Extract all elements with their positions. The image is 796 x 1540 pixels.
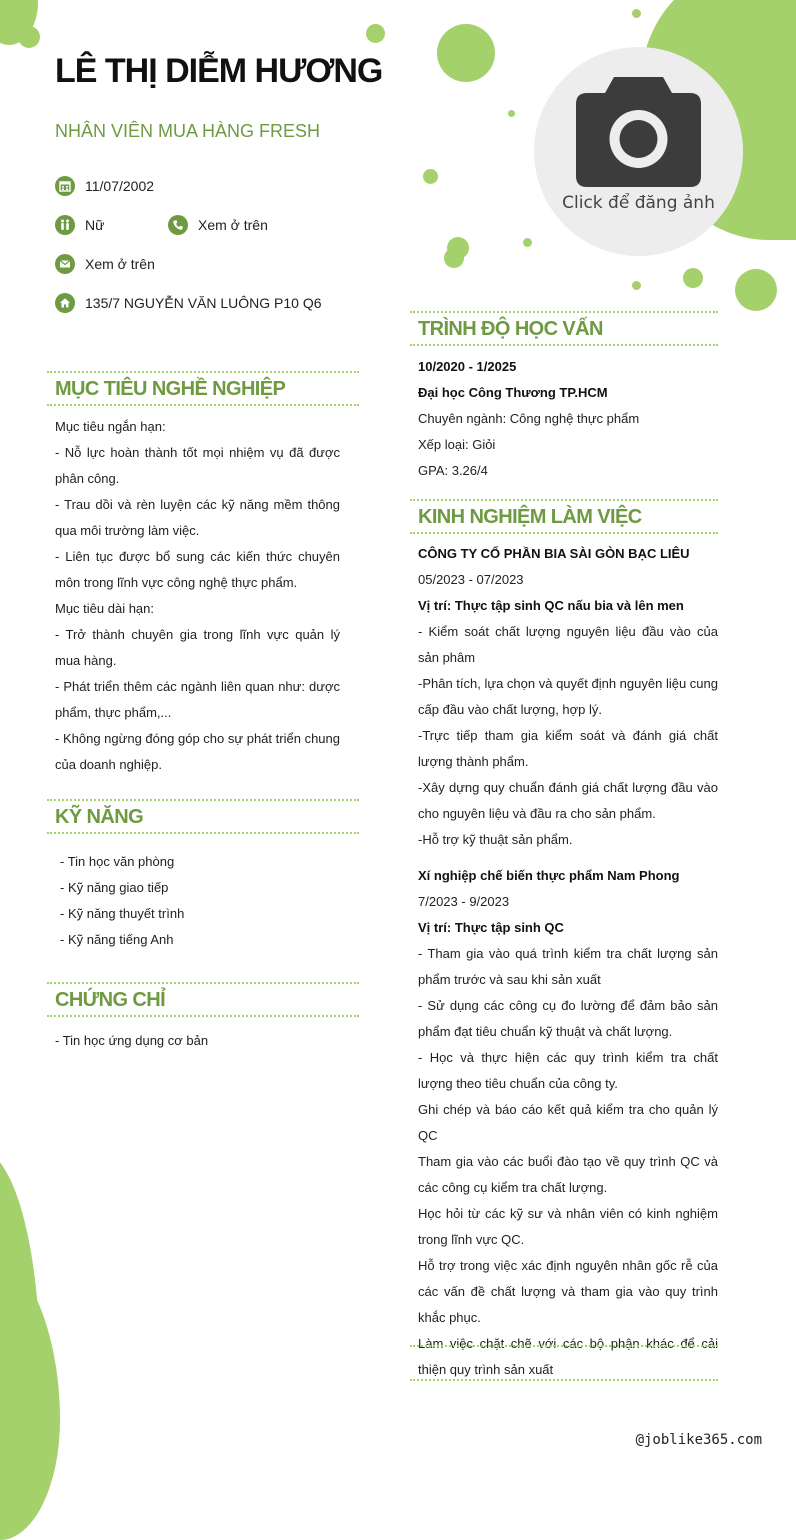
certificate-item: - Tin học ứng dụng cơ bản (55, 1033, 209, 1048)
decor-dot (366, 24, 385, 43)
job-duty: - Tham gia vào quá trình kiểm tra chất lượng sản phẩm trước và sau khi sản xuất (418, 946, 718, 987)
decor-dot (632, 9, 641, 18)
job-position: Vị trí: Thực tập sinh QC (418, 920, 564, 935)
decor-dot (735, 269, 777, 311)
objective-line: - Nỗ lực hoàn thành tốt mọi nhiệm vụ đã được phân công. (55, 445, 340, 486)
skill-item: - Kỹ năng tiếng Anh (60, 932, 174, 947)
objective-line: - Trau dồi và rèn luyện các kỹ năng mềm thông qua môi trường làm việc. (55, 497, 340, 538)
certificates-section (47, 982, 359, 1054)
address-value: 135/7 NGUYỄN VĂN LUÔNG P10 Q6 (85, 295, 322, 311)
contact-phone (168, 215, 268, 235)
camera-icon (576, 77, 701, 187)
job-duty: Hỗ trợ trong việc xác định nguyên nhân gốc rễ của các vấn đề chất lượng và tham gia vào quy trình khắc phục. (418, 1258, 718, 1325)
contact-gender (55, 215, 104, 235)
career-objective-title: MỤC TIÊU NGHỀ NGHIỆP (47, 371, 359, 406)
education-title: TRÌNH ĐỘ HỌC VẤN (410, 311, 718, 346)
watermark: @joblike365.com (635, 1432, 762, 1448)
job-period: 05/2023 - 07/2023 (418, 572, 524, 587)
job-duty: Tham gia vào các buổi đào tạo về quy trình QC và các công cụ kiểm tra chất lượng. (418, 1154, 718, 1195)
objective-line: Mục tiêu ngắn hạn: (55, 419, 166, 434)
decor-blob-bottom-left-lower (0, 1240, 60, 1540)
skill-item: - Tin học văn phòng (60, 854, 175, 869)
job-company: CÔNG TY CỔ PHẦN BIA SÀI GÒN BẠC LIÊU (418, 546, 690, 561)
skills-title: KỸ NĂNG (47, 799, 359, 834)
job-duty: Làm việc chặt chẽ với các bộ phận khác để cải thiện quy trình sản xuất (418, 1336, 718, 1377)
job-position: Vị trí: Thực tập sinh QC nấu bia và lên men (418, 598, 684, 613)
decor-dot (437, 24, 495, 82)
phone-value: Xem ở trên (198, 217, 268, 233)
decor-dot (523, 238, 532, 247)
certificates-title: CHỨNG CHỈ (47, 982, 359, 1017)
career-objective-section (47, 371, 359, 778)
photo-upload-label: Click để đăng ảnh (562, 193, 715, 213)
job-period: 7/2023 - 9/2023 (418, 894, 510, 909)
objective-line: Mục tiêu dài hạn: (55, 601, 155, 616)
phone-icon (168, 215, 188, 235)
home-icon (55, 293, 75, 313)
objective-line: - Liên tục được bổ sung các kiến thức chuyên môn trong lĩnh vực công nghệ thực phẩm. (55, 549, 340, 590)
education-body (410, 346, 718, 484)
experience-title: KINH NGHIỆM LÀM VIỆC (410, 499, 718, 534)
education-period: 10/2020 - 1/2025 (418, 359, 517, 374)
empty-section-divider (410, 1345, 718, 1381)
experience-section (410, 499, 718, 1383)
experience-job (418, 863, 718, 1383)
gender-value: Nữ (85, 217, 105, 233)
decor-dot (423, 169, 438, 184)
contact-address (55, 293, 322, 313)
certificates-list (47, 1017, 359, 1054)
job-duty: -Trực tiếp tham gia kiểm soát và đánh giá chất lượng thành phẩm. (418, 728, 718, 769)
job-duty: -Xây dựng quy chuẩn đánh giá chất lượng đầu vào cho nguyên liệu và đầu ra cho sản phẩm. (418, 780, 718, 821)
job-duty: - Kiểm soát chất lượng nguyên liệu đầu vào của sản phâm (418, 624, 718, 665)
contact-email (55, 254, 155, 274)
photo-upload[interactable] (534, 47, 743, 256)
gender-icon (55, 215, 75, 235)
contact-birthday (55, 176, 154, 196)
experience-list (410, 534, 718, 1383)
candidate-name: LÊ THỊ DIỄM HƯƠNG (55, 52, 383, 90)
education-gpa: GPA: 3.26/4 (418, 463, 488, 478)
birthday-value: 11/07/2002 (85, 178, 155, 194)
skill-item: - Kỹ năng giao tiếp (60, 880, 169, 895)
objective-line: - Phát triển thêm các ngành liên quan như: dược phẩm, thực phẩm,... (55, 679, 340, 720)
decor-dot (18, 26, 40, 48)
job-duty: -Phân tích, lựa chọn và quyết định nguyên liệu cung cấp đầu vào chất lượng, hợp lý. (418, 676, 718, 717)
decor-dot (444, 248, 464, 268)
decor-dot (683, 268, 703, 288)
email-icon (55, 254, 75, 274)
job-duty: - Sử dụng các công cụ đo lường để đảm bảo sản phẩm đạt tiêu chuẩn kỹ thuật và chất lượng. (418, 998, 718, 1039)
skills-section (47, 799, 359, 953)
education-section (410, 311, 718, 484)
career-objective-list (47, 406, 359, 778)
objective-line: - Trở thành chuyên gia trong lĩnh vực quản lý mua hàng. (55, 627, 340, 668)
job-company: Xí nghiệp chế biến thực phẩm Nam Phong (418, 868, 680, 883)
skills-list (47, 834, 359, 953)
job-duty: Học hỏi từ các kỹ sư và nhân viên có kinh nghiệm trong lĩnh vực QC. (418, 1206, 718, 1247)
decor-dot (632, 281, 641, 290)
experience-job (418, 541, 718, 853)
job-title: NHÂN VIÊN MUA HÀNG FRESH (55, 121, 321, 141)
decor-dot (508, 110, 515, 117)
job-duty: Ghi chép và báo cáo kết quả kiểm tra cho quản lý QC (418, 1102, 718, 1143)
education-rank: Xếp loại: Giỏi (418, 437, 496, 452)
skill-item: - Kỹ năng thuyết trình (60, 906, 185, 921)
job-duty: - Học và thực hiện các quy trình kiểm tra chất lượng theo tiêu chuẩn của công ty. (418, 1050, 718, 1091)
email-value: Xem ở trên (85, 256, 155, 272)
calendar-icon (55, 176, 75, 196)
education-school: Đại học Công Thương TP.HCM (418, 385, 608, 400)
job-duty: -Hỗ trợ kỹ thuật sản phẩm. (418, 832, 573, 847)
objective-line: - Không ngừng đóng góp cho sự phát triển chung của doanh nghiệp. (55, 731, 340, 772)
education-major: Chuyên ngành: Công nghệ thực phẩm (418, 411, 640, 426)
